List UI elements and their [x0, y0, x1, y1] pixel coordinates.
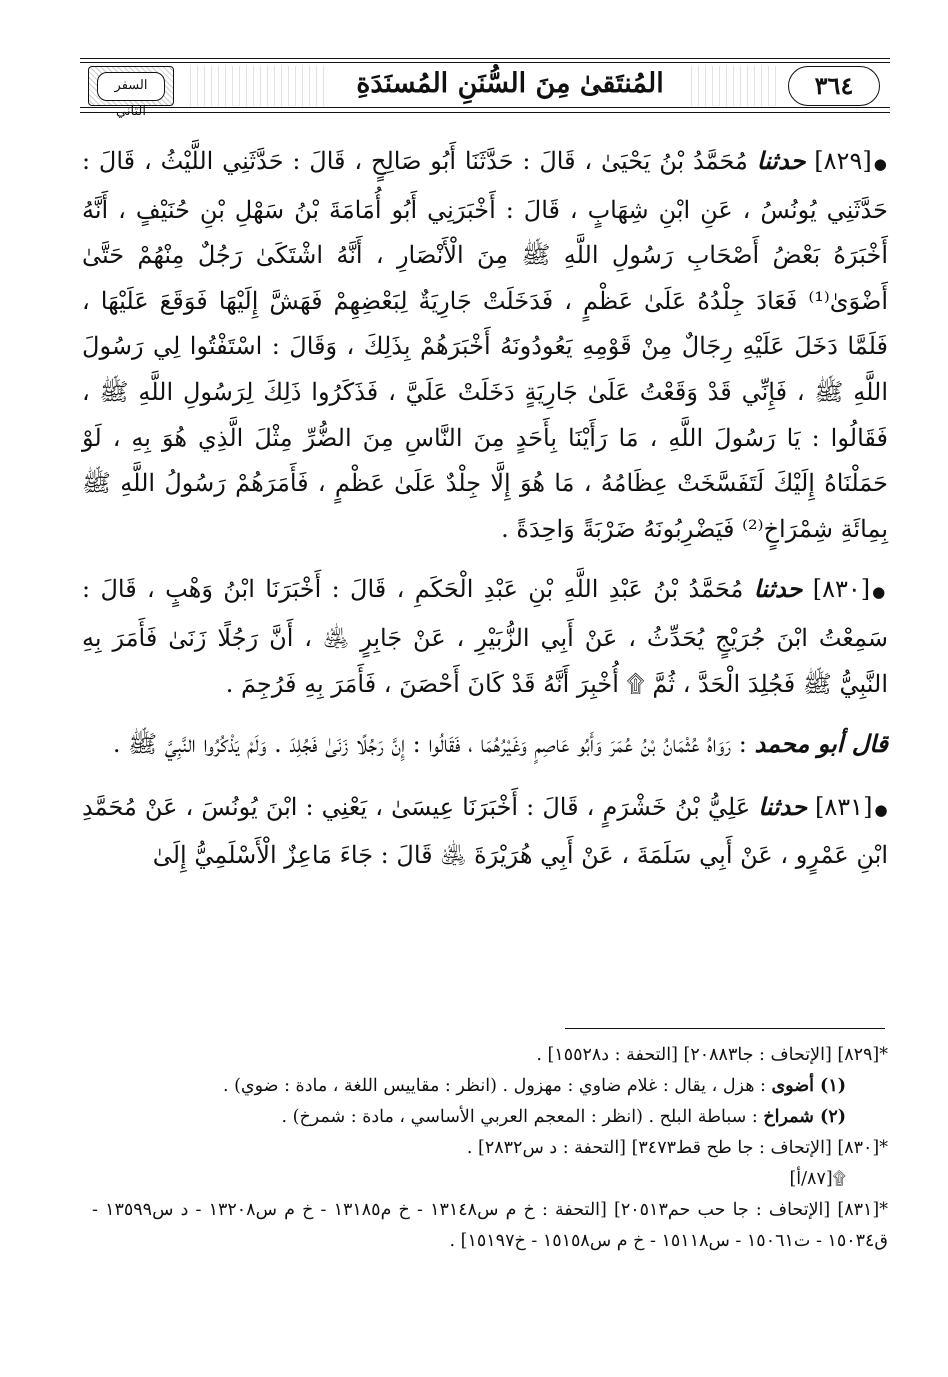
- page-header: [80, 58, 890, 118]
- footnote-definition: : هزل ، يقال : غلام ضاوي : مهزول . (انظر : مقاييس اللغة ، مادة : ضوي) .: [222, 1076, 766, 1096]
- footnotes: [92, 1040, 888, 1257]
- hadith-text: مُحَمَّدُ بْنُ يَحْيَىٰ ، قَالَ : حَدَّثَنَا أَبُو صَالِحٍ ، قَالَ : حَدَّثَنِي اللَّيْثُ ، قَالَ : حَدَّثَنِي يُونُسُ ، عَنِ ابْنِ شِهَابٍ ، قَالَ : أَخْبَرَنِي أَبُو أُمَامَةَ بْنُ سَهْلِ بْنِ حُنَيْفٍ ، أَنَّهُ أَخْبَرَهُ بَعْضُ أَصْحَابِ رَسُولِ اللَّهِ ﷺ مِنَ الْأَنْصَارِ ، أَنَّهُ اشْتَكَىٰ رَجُلٌ مِنْهُمْ حَتَّىٰ أَضْوَىٰ⁽¹⁾ فَعَادَ جِلْدُهُ عَلَىٰ عَظْمٍ ، فَدَخَلَتْ جَارِيَةٌ لِبَعْضِهِمْ فَهَشَّ إِلَيْهَا فَوَقَعَ عَلَيْهَا ، فَلَمَّا دَخَلَ عَلَيْهِ رِجَالٌ مِنْ قَوْمِهِ يَعُودُونَهُ أَخْبَرَهُمْ بِذَلِكَ ، وَقَالَ : اسْتَفْتُوا لِي رَسُولَ اللَّهِ ﷺ ، فَإِنِّي قَدْ وَقَعْتُ عَلَىٰ جَارِيَةٍ دَخَلَتْ عَلَيَّ ، فَذَكَرُوا ذَلِكَ لِرَسُولِ اللَّهِ ﷺ ، فَقَالُوا : يَا رَسُولَ اللَّهِ ، مَا رَأَيْنَا بِأَحَدٍ مِنَ النَّاسِ مِنَ الضُّرِّ مِثْلَ الَّذِي هُوَ بِهِ ، لَوْ حَمَلْنَاهُ إِلَيْكَ لَتَفَسَّخَتْ عِظَامُهُ ، مَا هُوَ إِلَّا جِلْدٌ عَلَىٰ عَظْمٍ ، فَأَمَرَهُمْ رَسُولُ اللَّهِ ﷺ بِمِائَةِ شِمْرَاخٍ⁽²⁾ فَيَضْرِبُونَهُ ضَرْبَةً وَاحِدَةً .: [82, 147, 889, 543]
- hadith-number: [٨٢٩]: [814, 147, 872, 175]
- book-title: المُنتَقىٰ مِنَ السُّنَنِ المُسنَدَةِ: [356, 68, 664, 99]
- footnote-reference: *[٨٣٠] [الإتحاف : جا طح قط٣٤٧٣] [التحفة : د س٢٨٣٢] .: [466, 1138, 888, 1158]
- hadith-number: [٨٣٠]: [812, 575, 871, 604]
- narration-keyword: حدثنا: [758, 791, 807, 821]
- commentary: [82, 721, 888, 768]
- main-text: [82, 138, 888, 893]
- hadith-830: [82, 566, 888, 707]
- hadith-text: مُحَمَّدُ بْنُ عَبْدِ اللَّهِ بْنِ عَبْدِ الْحَكَمِ ، قَالَ : أَخْبَرَنَا ابْنُ وَهْبٍ ، قَالَ : سَمِعْتُ ابْنَ جُرَيْجٍ يُحَدِّثُ ، عَنْ أَبِي الزُّبَيْرِ ، عَنْ جَابِرٍ ﵁ ، أَنَّ رَجُلًا زَنَىٰ فَأَمَرَ بِهِ النَّبِيُّ ﷺ فَجُلِدَ الْحَدَّ ، ثُمَّ ۩ أُخْبِرَ أَنَّهُ قَدْ كَانَ أَحْصَنَ ، فَأَمَرَ بِهِ فَرُجِمَ .: [82, 575, 888, 698]
- bullet-icon: ●: [874, 800, 888, 819]
- commentator-label: قال أبو محمد: [754, 729, 888, 759]
- hadith-831: [82, 784, 888, 879]
- header-rule: [80, 112, 890, 113]
- page-number: ٣٦٤: [788, 66, 880, 106]
- hadith-number: [٨٣١]: [815, 792, 873, 821]
- footnote-term: (٢) شمراخ: [763, 1107, 846, 1127]
- footnote-gloss: [92, 1102, 888, 1133]
- header-rule: [80, 58, 890, 59]
- bullet-icon: ●: [872, 583, 888, 602]
- footnote-term: (١) أضوى: [771, 1076, 846, 1096]
- book-emblem: [88, 66, 174, 119]
- bullet-icon: ●: [873, 155, 889, 173]
- folio-marker: ۩[٨٧/أ]: [789, 1169, 846, 1189]
- hadith-829: [82, 138, 888, 552]
- footnote-reference: *[٨٢٩] [الإتحاف : جا٢٠٨٨٣] [التحفة : د١٥٥٢٨] .: [536, 1045, 888, 1065]
- header-rule: [80, 107, 890, 108]
- header-rule: [80, 62, 890, 63]
- header-ornament: [685, 66, 780, 106]
- narration-keyword: حدثنا: [756, 146, 806, 175]
- commentary-text: : رَوَاهُ عُثْمَانُ بْنُ عُمَرَ وَأَبُو عَاصِمٍ وَغَيْرُهُمَا ، فَقَالُوا : إِنَّ رَجُلًا زَنَىٰ فَجُلِدَ . وَلَمْ يَذْكُرُوا النَّبِيَّ ﷺ .: [112, 730, 747, 759]
- narration-keyword: حدثنا: [753, 574, 803, 604]
- header-ornament: [184, 66, 324, 106]
- footnote-separator: [565, 1028, 885, 1029]
- footnote-gloss: [92, 1071, 888, 1102]
- footnote-reference: *[٨٣١] [الإتحاف : جا حب حم٢٠٥١٣] [التحفة : خ م س١٣١٤٨ - خ م١٣١٨٥ - خ م س١٣٢٠٨ - د س١٣٥٩٩ - ق١٥٠٣٤ - ت١٥٠٦١ - س١٥١١٨ - خ م س١٥١٥٨ - خ١٥١٩٧] .: [92, 1200, 888, 1251]
- hadith-text: عَلِيُّ بْنُ خَشْرَمٍ ، قَالَ : أَخْبَرَنَا عِيسَىٰ ، يَعْنِي : ابْنَ يُونُسَ ، عَنْ مُحَمَّدِ ابْنِ عَمْرٍو ، عَنْ أَبِي سَلَمَةَ ، عَنْ أَبِي هُرَيْرَةَ ﵁ قَالَ : جَاءَ مَاعِزٌ الْأَسْلَمِيُّ إِلَىٰ: [82, 792, 888, 870]
- footnote-definition: : سباطة البلح . (انظر : المعجم العربي الأساسي ، مادة : شمرخ) .: [281, 1107, 758, 1127]
- emblem-text: السفر الثاني: [97, 72, 165, 101]
